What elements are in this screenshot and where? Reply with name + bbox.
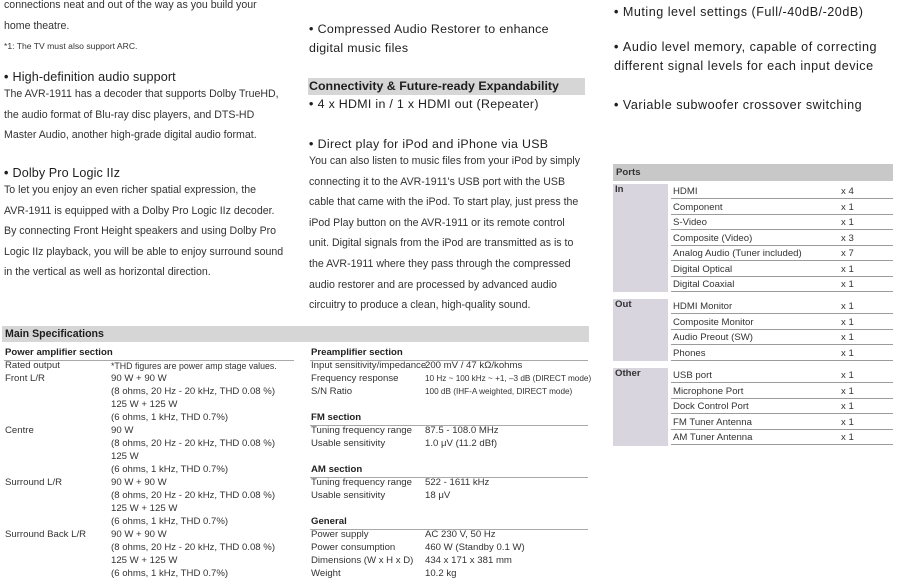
port-row: Audio Preout (SW) x 1 [671, 330, 893, 345]
spec-value: 1.0 μV (11.2 dBf) [425, 438, 498, 449]
text-line: unit. Digital signals from the iPod are transmitted as is to [309, 237, 574, 250]
text-line: You can also listen to music files from your iPod by simply [309, 155, 581, 167]
port-row: Component x 1 [671, 200, 893, 215]
spec-value: 10 Hz ~ 100 kHz ~ +1, –3 dB (DIRECT mode) [425, 374, 592, 383]
port-row: AM Tuner Antenna x 1 [671, 430, 893, 445]
bullet-icon: • [614, 5, 619, 19]
spec-label: Usable sensitivity [311, 490, 386, 501]
muting-heading: • Muting level settings (Full/-40dB/-20dB) [614, 5, 864, 19]
power-row-value: 125 W [111, 451, 139, 462]
pro-logic-text [4, 180, 284, 283]
spec-value: 522 - 1611 kHz [425, 477, 490, 488]
bullet-icon: • [4, 166, 9, 180]
spec-value: 460 W (Standby 0.1 W) [425, 542, 525, 553]
port-row: Analog Audio (Tuner included) x 7 [671, 246, 893, 261]
power-row-label: Front L/R [5, 373, 45, 384]
intro-line: home theatre. [4, 19, 70, 32]
spec-value: AC 230 V, 50 Hz [425, 529, 496, 540]
text-line: the audio format of Blu-ray disc players, and DTS-HD [4, 108, 255, 121]
port-row: Phones x 1 [671, 346, 893, 361]
preamp-heading: Preamplifier section [311, 347, 403, 358]
bullet-icon: • [614, 98, 619, 112]
text-line: AVR-1911 is equipped with a Dolby Pro Logic IIz decoder. [4, 204, 275, 217]
power-row-value: (6 ohms, 1 kHz, THD 0.7%) [111, 516, 229, 527]
spec-label: Power supply [311, 529, 369, 540]
ipod-text [309, 151, 589, 316]
power-row-label: Centre [5, 425, 34, 436]
pro-logic-heading: • Dolby Pro Logic IIz [4, 166, 121, 180]
spec-label: Frequency response [311, 373, 399, 384]
car-heading: • Compressed Audio Restorer to enhance digital music files [309, 22, 549, 55]
power-row-value: (8 ohms, 20 Hz - 20 kHz, THD 0.08 %) [111, 490, 276, 501]
text-line: By connecting Front Height speakers and using Dolby Pro [4, 225, 277, 238]
bullet-icon: • [309, 97, 314, 111]
text-line: in the vertical as well as horizontal direction. [4, 266, 211, 279]
spec-value: 87.5 - 108.0 MHz [425, 425, 499, 436]
power-amp-heading: Power amplifier section [5, 347, 113, 358]
fm-heading: FM section [311, 412, 362, 423]
am-heading: AM section [311, 464, 363, 475]
power-row-value: 90 W [111, 425, 134, 436]
text-line: Logic IIz playback, you will be able to enjoy surround sound [4, 245, 284, 258]
ports-title: Ports [613, 164, 893, 181]
spec-label: Usable sensitivity [311, 438, 386, 449]
power-row-value: (6 ohms, 1 kHz, THD 0.7%) [111, 568, 229, 579]
ports-group-other: Other [613, 368, 668, 446]
text-line: connecting it to the AVR-1911's USB port with the USB [309, 175, 566, 188]
ports-group-out: Out [613, 299, 668, 361]
port-row: S-Video x 1 [671, 215, 893, 230]
text-line: cable that came with the iPod. To start play, just press the [309, 196, 579, 209]
bullet-icon: • [309, 22, 314, 36]
spec-label: Weight [311, 568, 341, 579]
intro-line: connections neat and out of the way as you build your [4, 0, 257, 11]
power-row-value: 125 W + 125 W [111, 399, 178, 410]
text-line: the AVR-1911 where they pass through the compressed [309, 257, 571, 270]
power-row-value: (6 ohms, 1 kHz, THD 0.7%) [111, 412, 229, 423]
rated-output-label: Rated output [5, 360, 60, 371]
specs-title: Main Specifications [2, 326, 589, 342]
text-line: iPod Play button on the AVR-1911 or its remote control [309, 216, 565, 229]
port-row: Dock Control Port x 1 [671, 399, 893, 414]
hd-audio-heading: • High-definition audio support [4, 70, 176, 84]
port-row: USB port x 1 [671, 368, 893, 383]
power-row-label: Surround Back L/R [5, 529, 87, 540]
power-row-value: (8 ohms, 20 Hz - 20 kHz, THD 0.08 %) [111, 386, 276, 397]
port-row: HDMI Monitor x 1 [671, 299, 893, 314]
spec-value: 434 x 171 x 381 mm [425, 555, 512, 566]
general-heading: General [311, 516, 347, 527]
text-line: Master Audio, another high-grade digital audio format. [4, 129, 257, 142]
port-row: Digital Coaxial x 1 [671, 277, 893, 292]
power-row-value: (8 ohms, 20 Hz - 20 kHz, THD 0.08 %) [111, 438, 276, 449]
port-row: Digital Optical x 1 [671, 262, 893, 277]
thd-note: *THD figures are power amp stage values. [111, 361, 277, 371]
spec-label: S/N Ratio [311, 386, 353, 397]
spec-value: 100 dB (IHF-A weighted, DIRECT mode) [425, 387, 573, 396]
power-row-value: 90 W + 90 W [111, 373, 167, 384]
text-line: The AVR-1911 has a decoder that supports Dolby TrueHD, [4, 88, 279, 100]
power-row-value: 125 W + 125 W [111, 555, 178, 566]
power-row-value: 90 W + 90 W [111, 477, 167, 488]
spec-value: 18 μV [425, 490, 451, 501]
hdmi-heading: • 4 x HDMI in / 1 x HDMI out (Repeater) [309, 97, 539, 111]
ipod-heading: • Direct play for iPod and iPhone via USB [309, 137, 549, 151]
bullet-icon: • [614, 40, 619, 54]
power-row-label: Surround L/R [5, 477, 63, 488]
ports-group-in: In [613, 184, 668, 292]
port-row: Composite (Video) x 3 [671, 231, 893, 246]
intro-text [4, 0, 284, 36]
bullet-icon: • [4, 70, 9, 84]
text-line: circuitry to produce a clean, high-quality sound. [309, 299, 531, 312]
port-row: FM Tuner Antenna x 1 [671, 415, 893, 430]
power-row-value: (6 ohms, 1 kHz, THD 0.7%) [111, 464, 229, 475]
port-row: Composite Monitor x 1 [671, 315, 893, 330]
port-row: Microphone Port x 1 [671, 384, 893, 399]
spec-label: Power consumption [311, 542, 396, 553]
power-row-value: (8 ohms, 20 Hz - 20 kHz, THD 0.08 %) [111, 542, 276, 553]
spec-label: Tuning frequency range [311, 425, 412, 436]
port-row: HDMI x 4 [671, 184, 893, 199]
text-line: audio restorer and are processed by advanced audio [309, 278, 557, 291]
hd-audio-text [4, 84, 284, 146]
spec-label: Dimensions (W x H x D) [311, 555, 414, 566]
spec-value: 200 mV / 47 kΩ/kohms [425, 360, 523, 371]
bullet-icon: • [309, 137, 314, 151]
crossover-heading: • Variable subwoofer crossover switching [614, 98, 863, 112]
spec-value: 10.2 kg [425, 568, 457, 579]
footnote: *1: The TV must also support ARC. [4, 41, 138, 51]
spec-label: Tuning frequency range [311, 477, 412, 488]
connectivity-band: Connectivity & Future-ready Expandability [308, 78, 585, 95]
spec-label: Input sensitivity/impedance [311, 360, 427, 371]
text-line: To let you enjoy an even richer spatial expression, the [4, 184, 257, 196]
memory-heading: • Audio level memory, capable of correcting different signal levels for each input device [614, 40, 877, 73]
power-row-value: 125 W + 125 W [111, 503, 178, 514]
power-row-value: 90 W + 90 W [111, 529, 167, 540]
